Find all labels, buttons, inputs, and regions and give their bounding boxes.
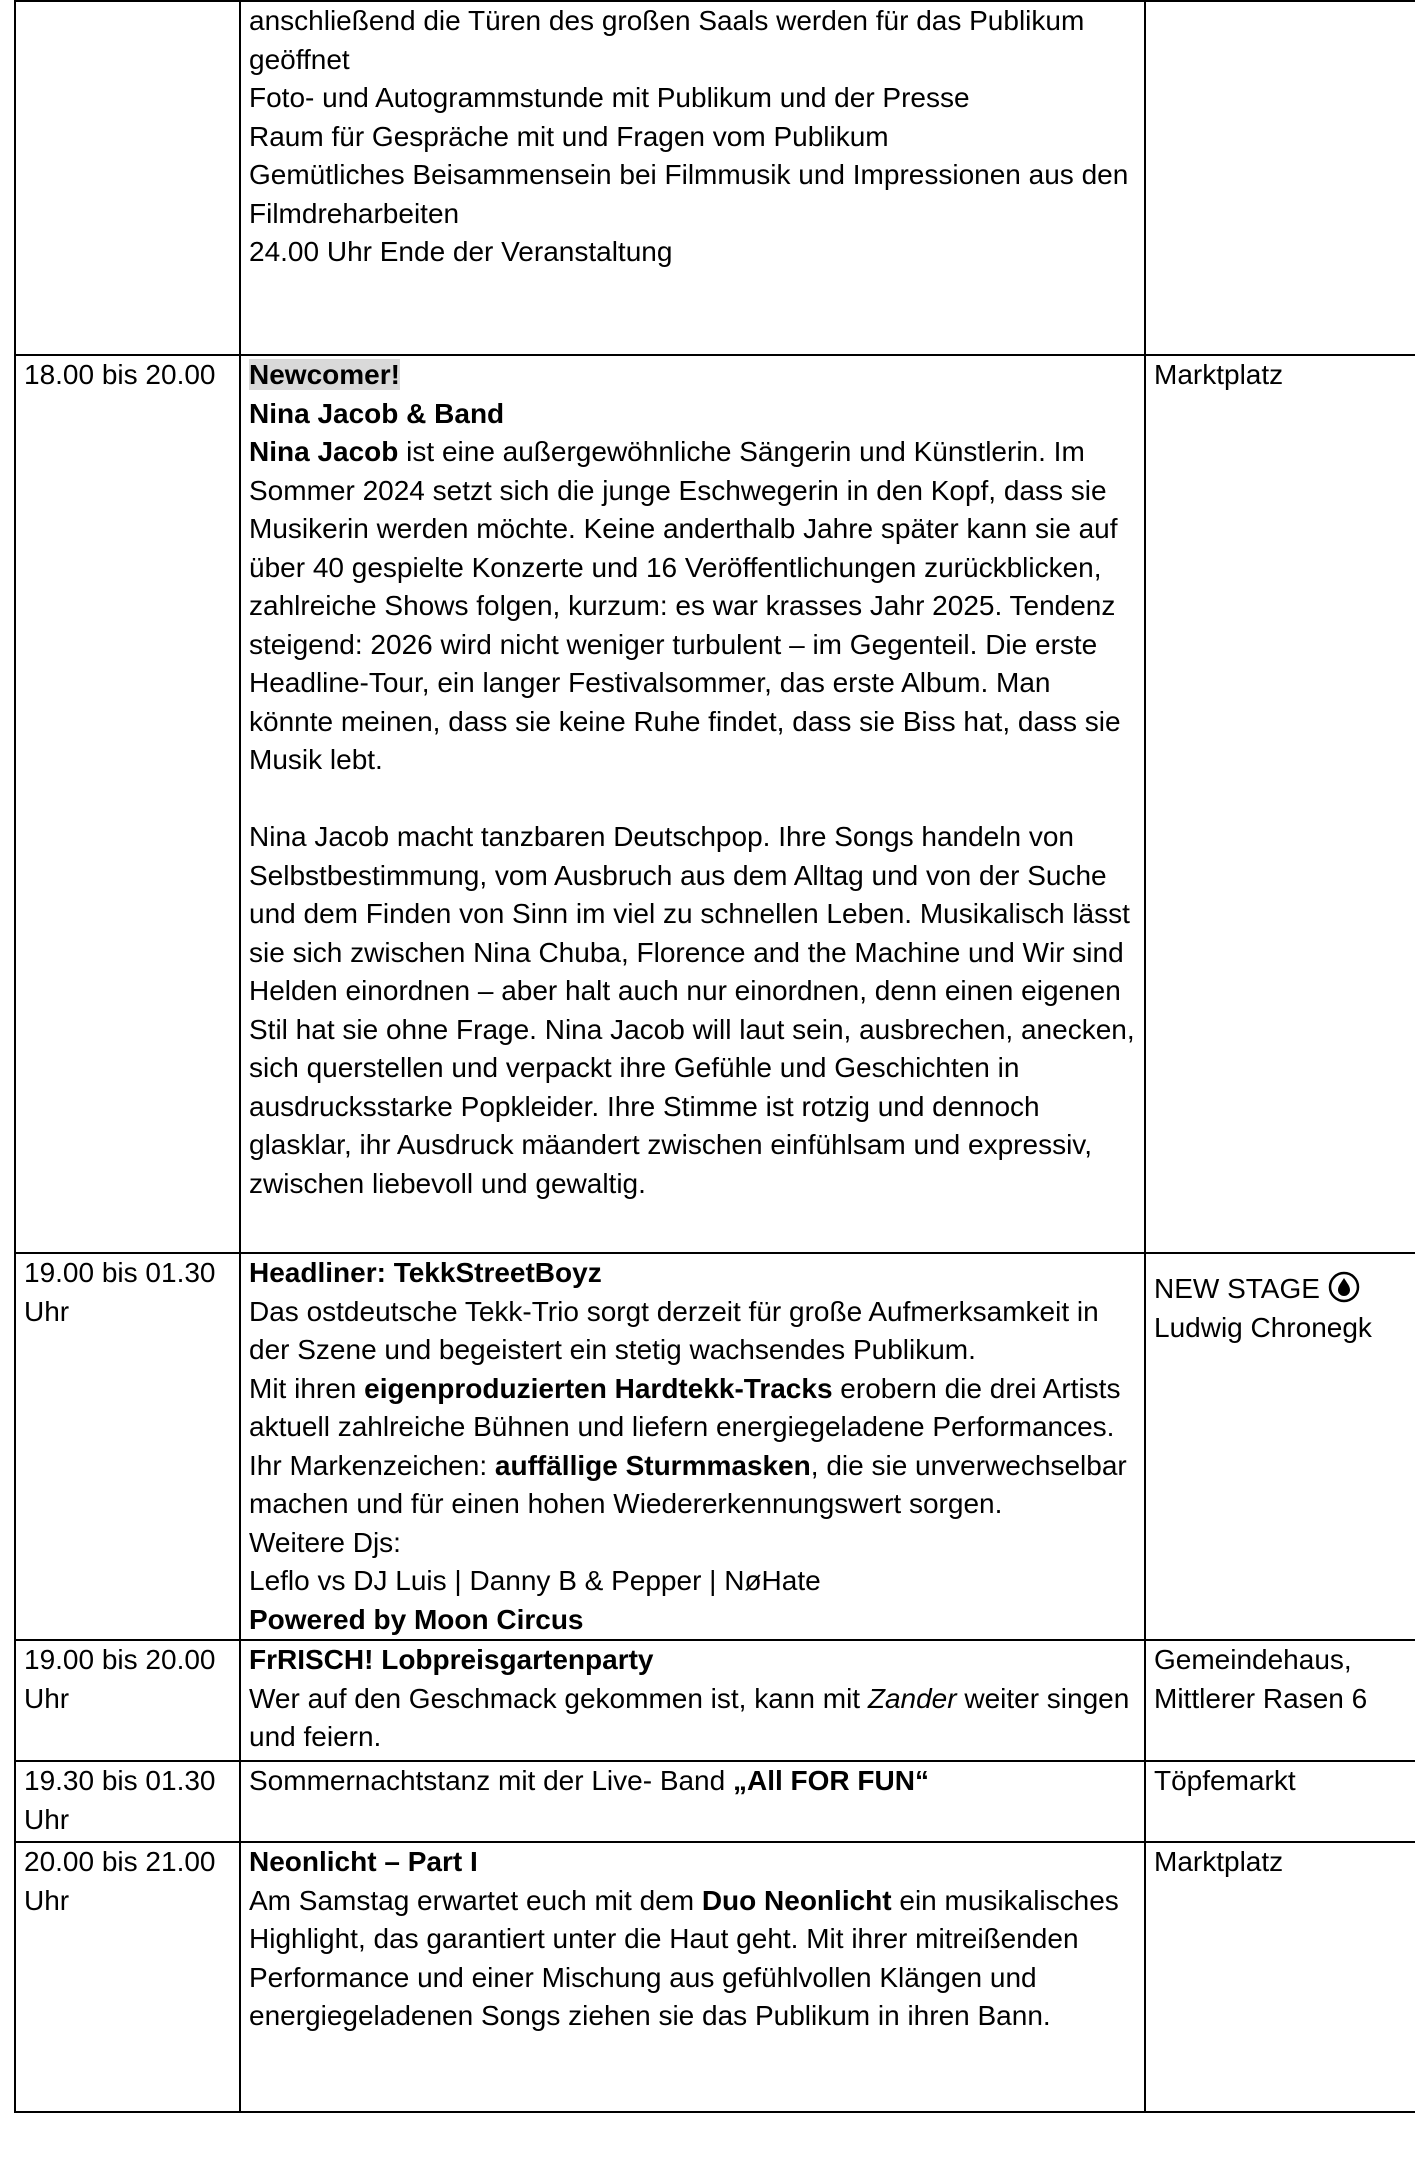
- artist-name: Nina Jacob: [249, 436, 399, 467]
- text-fragment: ein musikalisches Highlight, das garantiert unter die Haut geht. Mit ihrer mitreißenden Performance und einer Mischung aus gefühlvollen Klängen und energiegeladenen Songs ziehen sie das Publikum in ihren Bann.: [249, 1884, 1119, 2031]
- location-cell: [1145, 1253, 1415, 1640]
- table-row: [15, 1842, 1415, 2112]
- desc-line: Powered by Moon Circus: [249, 1603, 584, 1635]
- bold-fragment: eigenproduzierten Hardtekk-Tracks: [364, 1372, 833, 1404]
- desc-line: [249, 1680, 1136, 1757]
- description-cell: [240, 1842, 1145, 2112]
- location-cell: Marktplatz: [1145, 355, 1415, 1253]
- italic-fragment: Zander: [867, 1682, 957, 1714]
- location-line: [1154, 1270, 1408, 1309]
- description-cell: [240, 1, 1145, 355]
- table-row: [15, 1761, 1415, 1842]
- bold-fragment: Duo Neonlicht: [701, 1884, 892, 1916]
- text-fragment: Sommernachtstanz mit der Live- Band: [249, 1765, 733, 1796]
- desc-line: [249, 1370, 1136, 1447]
- text-fragment: , die sie unverwechselbar machen und für einen hohen Wiedererkennungswert sorgen.: [249, 1449, 1127, 1519]
- time-cell: 19.00 bis 20.00 Uhr: [15, 1640, 240, 1761]
- paragraph-text: ist eine außergewöhnliche Sängerin und Künstlerin. Im Sommer 2024 setzt sich die junge Eschwegerin in den Kopf, dass sie Musikerin werden möchte. Keine anderthalb Jahre später kann sie auf über 40 gespielte Konzerte und 16 Veröffentlichungen zurückblicken, zahlreiche Shows folgen, kurzum: es war krasses Jahr 2025. Tendenz steigend: 2026 wird nicht weniger turbulent – im Gegenteil. Die erste Headline-Tour, ein langer Festivalsommer, das erste Album. Man könnte meinen, dass sie keine Ruhe findet, dass sie Biss hat, dass sie Musik lebt.: [249, 436, 1121, 775]
- event-paragraph: Nina Jacob macht tanzbaren Deutschpop. Ihre Songs handeln von Selbstbestimmung, vom Ausbruch aus dem Alltag und von der Suche und dem Finden von Sinn im viel zu schnellen Leben. Musikalisch lässt sie sich zwischen Nina Chuba, Florence and the Machine und Wir sind Helden einordnen – aber halt auch nur einordnen, denn einen eigenen Stil hat sie ohne Frage. Nina Jacob will laut sein, ausbrechen, anecken, sich querstellen und verpackt ihre Gefühle und Geschichten in ausdrucksstarke Popkleider. Ihre Stimme ist rotzig und dennoch glasklar, ihr Ausdruck mäandert zwischen einfühlsam und expressiv, zwischen liebevoll und gewaltig.: [249, 821, 1135, 1199]
- event-title: Neonlicht – Part I: [249, 1846, 478, 1877]
- band-name: „All FOR FUN“: [732, 1765, 929, 1796]
- drop-icon: [1328, 1271, 1360, 1303]
- desc-line: Das ostdeutsche Tekk-Trio sorgt derzeit für große Aufmerksamkeit in der Szene und begeistert ein stetig wachsendes Publikum.: [249, 1295, 1099, 1365]
- table-row: [15, 1253, 1415, 1640]
- desc-line: [249, 1882, 1136, 2036]
- text-fragment: weiter singen und feiern.: [249, 1682, 1130, 1752]
- desc-line: Gemütliches Beisammensein bei Filmmusik und Impressionen aus den Filmdreharbeiten: [249, 159, 1129, 229]
- table-row: [15, 1640, 1415, 1761]
- location-cell: Marktplatz: [1145, 1842, 1415, 2112]
- location-line: Ludwig Chronegk: [1154, 1311, 1372, 1343]
- time-cell: [15, 1, 240, 355]
- text-fragment: Am Samstag erwartet euch mit dem: [249, 1884, 702, 1916]
- description-cell: [240, 1761, 1145, 1842]
- location-cell: [1145, 1, 1415, 355]
- description-cell: [240, 1640, 1145, 1761]
- desc-line: anschließend die Türen des großen Saals werden für das Publikum geöffnet: [249, 5, 1085, 75]
- time-cell: 19.00 bis 01.30 Uhr: [15, 1253, 240, 1640]
- description-cell: [240, 1253, 1145, 1640]
- paragraph-spacer: [249, 780, 1136, 819]
- table-row: [15, 355, 1415, 1253]
- event-title: Headliner: TekkStreetBoyz: [249, 1257, 602, 1288]
- bold-fragment: auffällige Sturmmasken: [494, 1449, 811, 1481]
- desc-line: [249, 1447, 1136, 1524]
- desc-line: Raum für Gespräche mit und Fragen vom Publikum: [249, 120, 889, 152]
- desc-line: Weitere Djs:: [249, 1526, 401, 1558]
- time-cell: 20.00 bis 21.00 Uhr: [15, 1842, 240, 2112]
- text-fragment: erobern die drei Artists aktuell zahlreiche Bühnen und liefern energiegeladene Performances.: [249, 1372, 1121, 1442]
- time-cell: 19.30 bis 01.30 Uhr: [15, 1761, 240, 1842]
- table-row: [15, 1, 1415, 355]
- schedule-table: [14, 0, 1415, 2113]
- location-cell: Gemeindehaus, Mittlerer Rasen 6: [1145, 1640, 1415, 1761]
- newcomer-badge: Newcomer!: [249, 359, 400, 390]
- event-paragraph: [249, 433, 1136, 780]
- event-title: FrRISCH! Lobpreisgartenparty: [249, 1644, 654, 1675]
- text-fragment: Mit ihren: [249, 1372, 365, 1404]
- desc-line: Leflo vs DJ Luis | Danny B & Pepper | NøHate: [249, 1565, 821, 1596]
- time-cell: 18.00 bis 20.00: [15, 355, 240, 1253]
- text-fragment: Wer auf den Geschmack gekommen ist, kann mit: [249, 1682, 868, 1714]
- event-title: Nina Jacob & Band: [249, 397, 505, 429]
- location-name: NEW STAGE: [1154, 1273, 1320, 1304]
- desc-line: 24.00 Uhr Ende der Veranstaltung: [249, 236, 673, 267]
- text-fragment: Ihr Markenzeichen:: [249, 1449, 495, 1481]
- desc-line: [249, 1762, 1136, 1801]
- location-cell: Töpfemarkt: [1145, 1761, 1415, 1842]
- desc-line: Foto- und Autogrammstunde mit Publikum und der Presse: [249, 82, 970, 113]
- description-cell: [240, 355, 1145, 1253]
